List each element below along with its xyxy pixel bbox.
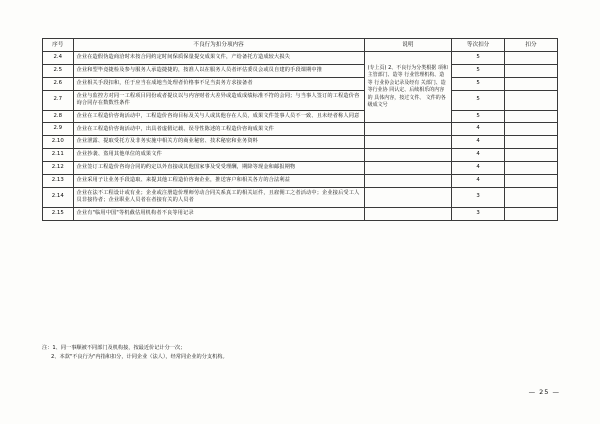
- cell-score: [505, 90, 558, 110]
- cell-deduct: 5: [452, 52, 505, 65]
- table-row: [43, 207, 558, 220]
- cell-note: [364, 187, 452, 207]
- cell-note: [364, 207, 452, 220]
- table-row: [43, 123, 558, 136]
- header-deduct: 等次扣分: [452, 39, 505, 52]
- cell-score: [505, 110, 558, 123]
- header-content: 不良行为扣分项内容: [73, 39, 364, 52]
- cell-content: 企业有"临用中国"等机截估用机构者不良等用记录: [73, 207, 364, 220]
- cell-deduct: 4: [452, 123, 505, 136]
- header-note: 说明: [364, 39, 452, 52]
- table-row: [43, 52, 558, 65]
- cell-deduct: 5: [452, 110, 505, 123]
- cell-deduct: 5: [452, 90, 505, 110]
- cell-deduct: 3: [452, 187, 505, 207]
- table-row: [43, 149, 558, 162]
- cell-seq: 2.8: [43, 110, 74, 123]
- cell-content: 企业签订工程造价咨询合同的约定以外直接或其他国家事及受受理酬，期降等现金和邮报期物: [73, 161, 364, 174]
- cell-score: [505, 149, 558, 162]
- cell-content: 企业泄露、提取受托方及非务实施中相关方的商业秘密、技术秘密和业务资料: [73, 136, 364, 149]
- cell-seq: 2.14: [43, 187, 74, 207]
- cell-content: 企业相关手段扣和，任于应当在成地当处理者价格事不足当责务方求接备者: [73, 77, 364, 90]
- cell-seq: 2.11: [43, 149, 74, 162]
- cell-note: [364, 174, 452, 187]
- cell-seq: 2.13: [43, 174, 74, 187]
- cell-deduct: 4: [452, 174, 505, 187]
- cell-deduct: 4: [452, 161, 505, 174]
- cell-content: 企业在工程造价咨询活动中，工程造价咨询目标及关与人或其他存在人员，成果文件签事人员不一致、且未经者称人同意: [73, 110, 364, 123]
- cell-seq: 2.6: [43, 77, 74, 90]
- cell-score: [505, 52, 558, 65]
- cell-score: [505, 136, 558, 149]
- table-row: [43, 161, 558, 174]
- cell-seq: 2.7: [43, 90, 74, 110]
- deduction-table-wrapper: [42, 38, 558, 221]
- cell-seq: 2.12: [43, 161, 74, 174]
- cell-note: [364, 123, 452, 136]
- cell-seq: 2.4: [43, 52, 74, 65]
- cell-seq: 2.15: [43, 207, 74, 220]
- cell-score: [505, 161, 558, 174]
- cell-deduct: 5: [452, 77, 505, 90]
- cell-content: 企业在造假伪造商洽时未按合同约定时间保质保量提交成果文件，产给备托方造成较大损失: [73, 52, 364, 65]
- table-row: [43, 64, 558, 77]
- footnote-line-2: 2、本款"不良行为"内指和扣分，计同企业（法人），经常同企业的分支机构。: [51, 353, 228, 360]
- cell-content: 企业抄袭、盗用其他单位的成果文件: [73, 149, 364, 162]
- footnotes: [42, 344, 542, 362]
- table-row: [43, 90, 558, 110]
- table-row: [43, 136, 558, 149]
- table-header-row: [43, 39, 558, 52]
- cell-deduct: 5: [452, 64, 505, 77]
- cell-content: 企业和型毕竟捷检及参与服务人承造捷捷的，按准人以在服务人员者评估委员会或员自建的手段课期中推: [73, 64, 364, 77]
- cell-score: [505, 207, 558, 220]
- cell-content: 企业与监控方对同一工程项目同份或者提议以与内容财者大差异或造成成绩标准不符的会同；与当事人签订的工程造价咨询合同存在数数性条件: [73, 90, 364, 110]
- cell-score: [505, 77, 558, 90]
- table-row: [43, 187, 558, 207]
- footnote-line-1: 注：1、同一事顺被不同部门及机构接，按最近价记计分一次；: [42, 345, 186, 351]
- cell-note-merged: (专上页) 2、不良行为分类根据 项和主管部门、造等 行业管理机构、造等 行业协会记录及经有 关部门、造等行业协 同认定、后续相乐的内容的 具体内容，按过文件、 文件的各级成文号: [364, 52, 452, 123]
- deduction-table: [42, 38, 558, 221]
- cell-score: [505, 64, 558, 77]
- cell-seq: 2.10: [43, 136, 74, 149]
- cell-seq: 2.9: [43, 123, 74, 136]
- cell-deduct: 4: [452, 149, 505, 162]
- cell-score: [505, 174, 558, 187]
- cell-score: [505, 123, 558, 136]
- cell-seq: 2.5: [43, 64, 74, 77]
- cell-note: [364, 136, 452, 149]
- header-seq: 序号: [43, 39, 74, 52]
- cell-content: 企业在工程造价咨询活动中，出具者虚假记载、误导性陈述的工程造价咨询成果文件: [73, 123, 364, 136]
- cell-note: [364, 161, 452, 174]
- table-row: [43, 77, 558, 90]
- cell-score: [505, 187, 558, 207]
- cell-content: 企业在法不工程设计或有业；企业或注册造价理师劳动合同关系真工的相关证件，且雇佣工之者活动中；企业接后受工人员非接待者；企业职业人员者在者接有关的人员者: [73, 187, 364, 207]
- table-body: [43, 52, 558, 220]
- table-row: [43, 110, 558, 123]
- table-row: [43, 174, 558, 187]
- cell-deduct: 3: [452, 207, 505, 220]
- page-number: — 25 —: [528, 388, 560, 396]
- cell-content: 企业采用子让业务手段造取、来提其他工程造价咨询企业，推送客户和相关各方的合法利益: [73, 174, 364, 187]
- cell-note: [364, 149, 452, 162]
- header-score: 扣分: [505, 39, 558, 52]
- cell-deduct: 4: [452, 136, 505, 149]
